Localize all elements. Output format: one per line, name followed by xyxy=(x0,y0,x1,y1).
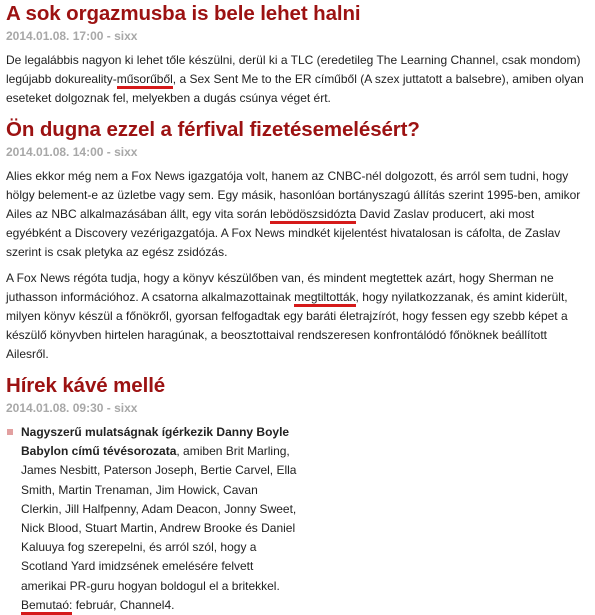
post-orgazmus xyxy=(6,1,589,108)
underlined-word: megtiltották xyxy=(294,290,355,307)
list-item xyxy=(6,423,301,615)
post-paragraph xyxy=(6,167,589,262)
underlined-word: lebödöszsidózta xyxy=(270,207,356,224)
post-fizetesemeles xyxy=(6,117,589,364)
post-hirek-kave-melle xyxy=(6,373,589,615)
text-segment: , a Sex Sent Me to the ER címűből (A szex juttatott a balsebre), amiben olyan eseteket dolgoznak fel, melyekben a dugás csúnya véget ért. xyxy=(6,72,584,105)
text-segment: David Zaslav producert, aki most egyébként a Discovery vezérigazgatója. A Fox News mindkét kijelentést hivatalosan is cáfolta, de Zaslav szerint is csak pletyka az egész zsidózás. xyxy=(6,207,561,259)
post-body xyxy=(6,167,589,364)
news-headline: Nagyszerű mulatságnak ígérkezik Danny Boyle Babylon című tévésorozata xyxy=(21,425,290,459)
post-meta: 2014.01.08. 09:30 - sixx xyxy=(6,401,138,415)
underlined-word: Bemutaó: xyxy=(21,598,72,615)
text-segment: Alies ekkor még nem a Fox News igazgatója volt, hanem az CNBC-nél dolgozott, és arról sem tudni, hogy hölgy belement-e az üzletbe vagy sem. Egy másik, hasonlóan bortányszagú állítás szerint 1995-ben, amikor Ailes az NBC alkalmazásában állt, egy vita során xyxy=(6,169,581,221)
text-segment: , hogy nyilatkozzanak, és amint kiderült, milyen könyv készül a főnökről, gyorsan felfogadtak egy baráti életrajzírót, hogy fessen egy szebb képet a készülő könyvben hirtelen haragúnak, a beosztottaival rendszeresen konfrontálódó főnöknek beállított Ailesről. xyxy=(6,290,568,361)
post-title-link[interactable]: Ön dugna ezzel a férfival fizetésemelésért? xyxy=(6,118,420,141)
post-title-link[interactable]: Hírek kávé mellé xyxy=(6,374,166,397)
text-segment: A Fox News régóta tudja, hogy a könyv készülőben van, és mindent megtettek azárt, hogy Sherman ne juthasson információhoz. A csatorna alkalmazottainak xyxy=(6,271,554,304)
text-segment: , amiben Brit Marling, James Nesbitt, Paterson Joseph, Bertie Carvel, Ella Smith, Martin Trenaman, Jim Howick, Cavan Clerkin, Jill Halfpenny, Adam Deacon, Jonny Sweet, Nick Blood, Stuart Martin, Andrew Brooke és Daniel Kaluuya fog szerepelni, és arról szól, hogy a Scotland Yard imidzsének emelésére felvett amerikai PR-guru hogyan boldogul el a britekkel. xyxy=(21,444,297,593)
post-meta: 2014.01.08. 17:00 - sixx xyxy=(6,29,138,43)
news-list xyxy=(6,423,589,615)
post-title-link[interactable]: A sok orgazmusba is bele lehet halni xyxy=(6,2,361,25)
post-body xyxy=(6,51,589,108)
post-paragraph xyxy=(6,269,589,364)
text-segment: február, Channel4. xyxy=(72,597,175,612)
post-meta: 2014.01.08. 14:00 - sixx xyxy=(6,145,138,159)
text-segment: De legalábbis nagyon ki lehet tőle készülni, derül ki a TLC (eredetileg The Learning Channel, csak mondom) legújabb dokureality- xyxy=(6,53,581,86)
underlined-word: műsorűből xyxy=(117,72,173,89)
post-paragraph xyxy=(6,51,589,108)
bullet-square-icon xyxy=(7,429,13,435)
